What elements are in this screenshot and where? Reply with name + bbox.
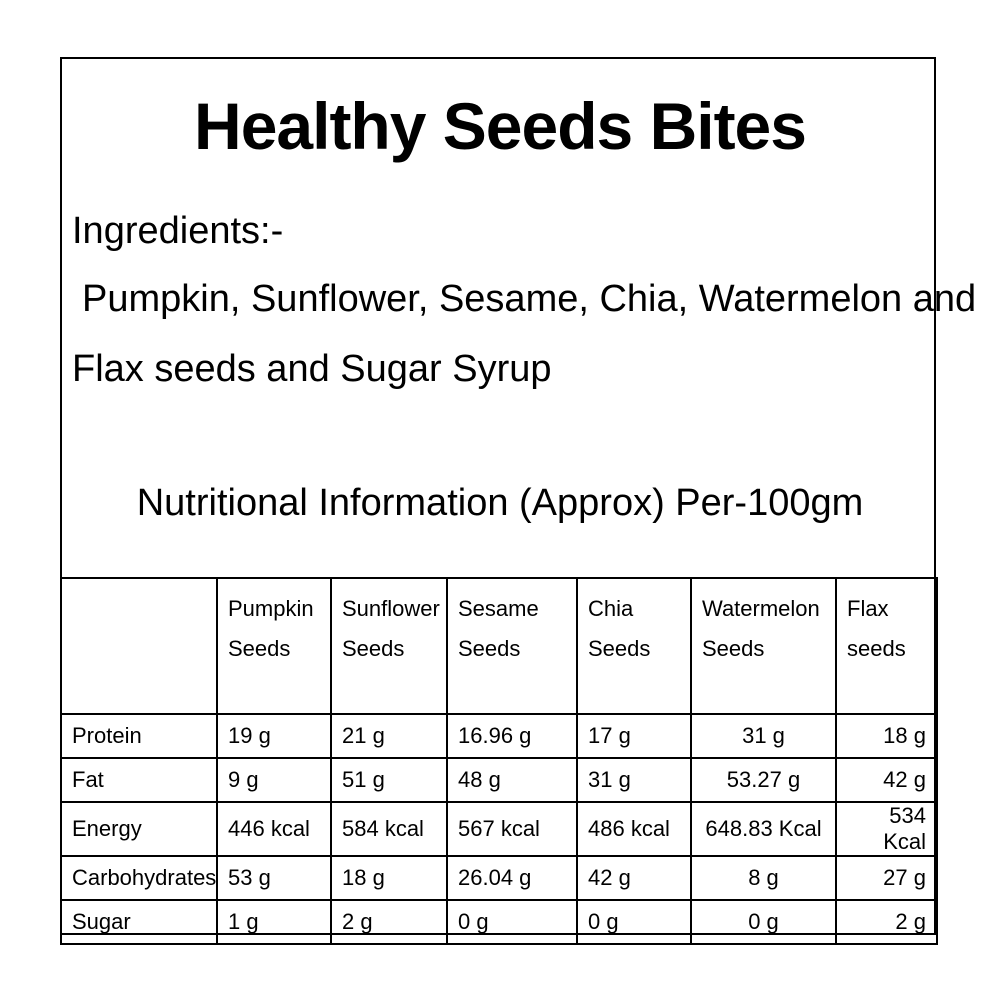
table-cell: 2 g (331, 900, 447, 944)
table-row-sugar (61, 900, 937, 944)
column-header-watermelon: Watermelon Seeds (691, 578, 836, 714)
row-label: Sugar (61, 900, 217, 944)
ingredients-line-1: Pumpkin, Sunflower, Sesame, Chia, Watermelon and (82, 278, 977, 320)
table-cell: 31 g (577, 758, 691, 802)
product-title: Healthy Seeds Bites (194, 89, 806, 163)
table-cell: 53 g (217, 856, 331, 900)
table-row-carbohydrates (61, 856, 937, 900)
row-label: Carbohydrates (61, 856, 217, 900)
table-cell: 48 g (447, 758, 577, 802)
table-row-protein (61, 714, 937, 758)
table-cell: 42 g (577, 856, 691, 900)
table-cell: 0 g (447, 900, 577, 944)
table-cell: 16.96 g (447, 714, 577, 758)
column-header-pumpkin: Pumpkin Seeds (217, 578, 331, 714)
table-cell: 486 kcal (577, 802, 691, 856)
table-row-fat (61, 758, 937, 802)
table-cell: 18 g (331, 856, 447, 900)
ingredients-line-2: Flax seeds and Sugar Syrup (72, 348, 552, 390)
column-header-sunflower: Sunflower Seeds (331, 578, 447, 714)
ingredients-label: Ingredients:- (72, 210, 284, 252)
nutrition-heading: Nutritional Information (Approx) Per-100gm (136, 482, 864, 524)
table-cell: 17 g (577, 714, 691, 758)
table-cell: 31 g (691, 714, 836, 758)
table-cell: 446 kcal (217, 802, 331, 856)
column-header-flax: Flax seeds (836, 578, 937, 714)
header-corner-cell (61, 578, 217, 714)
table-cell: 42 g (836, 758, 937, 802)
table-header-row (61, 578, 937, 714)
table-cell: 8 g (691, 856, 836, 900)
table-cell: 0 g (577, 900, 691, 944)
table-cell: 53.27 g (691, 758, 836, 802)
table-row-energy (61, 802, 937, 856)
row-label: Fat (61, 758, 217, 802)
table-cell: 648.83 Kcal (691, 802, 836, 856)
row-label: Protein (61, 714, 217, 758)
table-cell: 18 g (836, 714, 937, 758)
nutrition-table (60, 577, 938, 945)
table-cell: 2 g (836, 900, 937, 944)
row-label: Energy (61, 802, 217, 856)
table-cell: 51 g (331, 758, 447, 802)
column-header-chia: Chia Seeds (577, 578, 691, 714)
table-cell: 1 g (217, 900, 331, 944)
table-cell: 19 g (217, 714, 331, 758)
column-header-sesame: Sesame Seeds (447, 578, 577, 714)
table-cell: 584 kcal (331, 802, 447, 856)
table-cell: 9 g (217, 758, 331, 802)
table-cell: 567 kcal (447, 802, 577, 856)
table-cell: 26.04 g (447, 856, 577, 900)
table-cell: 0 g (691, 900, 836, 944)
table-cell: 21 g (331, 714, 447, 758)
table-cell: 534 Kcal (836, 802, 937, 856)
table-cell: 27 g (836, 856, 937, 900)
